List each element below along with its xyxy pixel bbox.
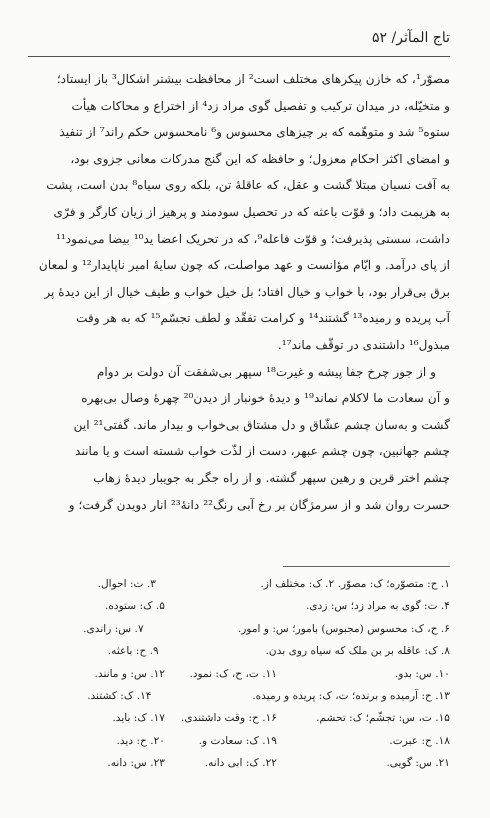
footnote: ۵. ک: ستوده. [104, 600, 165, 613]
footnote: ۳. ت: احوال. [97, 578, 156, 590]
text-line: گشت و به‌سان چشم عشّاق و دل مشتاق بی‌خواب و بیدار ماند. گفتی²¹ این [73, 417, 450, 432]
footnote: ۲۱. س: گویی. [386, 757, 450, 770]
footnotes [30, 573, 450, 775]
footnote [156, 573, 260, 595]
footnote: ۱۰. س: بدو. [395, 667, 450, 680]
footnote [151, 685, 252, 707]
footnote-row [30, 707, 450, 729]
text-line: چشم اختر قرین و رهین سپهر گشته. و از راه جگر به جویبار دیدهٔ زهاب [93, 470, 450, 485]
footnote: ۱۶. ح: وقت داشتندی. [180, 712, 277, 725]
text-line: به هزیمت داد؛ و قوّت باعثه که در تحصیل سودمند و پرهیز از زیان کارگر و فرّی [53, 204, 450, 219]
header-rule [28, 56, 450, 57]
footnote: ۱۹. ک: سعادت و. [198, 734, 277, 747]
footnote [159, 640, 266, 662]
footnote-row [30, 752, 450, 774]
footnote: ۱. ح: متصوّره؛ ک: مصوّر. ۲. ک: مختلف از. [260, 578, 450, 590]
footnote: ۲۳. س: دانه. [107, 757, 165, 770]
footnote-row [30, 685, 450, 707]
main-text [38, 66, 450, 518]
text-line: ستوه⁵ شد و متوهّمه که بر چیزهای محسوس و⁶ نامحسوس حکم راند⁷ از تنفیذ [59, 125, 450, 140]
footnote: ۲۲. ک: ابی دانه. [204, 757, 277, 770]
text-line: و از جور چرخ جفا پیشه و غیرت¹⁸ سپهر بی‌شفقت آن دولت بر دوام [96, 364, 436, 379]
footnote [144, 618, 238, 640]
text-line: برق بی‌قرار بود، با خواب و خیال افتاد؛ بل خیل خواب و طیف خیال از این دیدهٔ پر [44, 284, 450, 299]
text-line: حسرت روان شد و از سرمژگان بر رخ آبی رنگ²² دانهٔ²³ انار دو‌یدن گرفت؛ و [68, 497, 450, 512]
header-title: تاج المآثر/ ۵۲ [372, 30, 450, 46]
text-line: از پای درآمد. و ایّام مؤانست و عهد مواصلت، که چون سایهٔ امیر ناپایدار¹² و لمعان [38, 258, 450, 273]
footnote: ۶. ح، ک: محسوس (مجبوس) بامور؛ س: و امور. [237, 622, 450, 635]
text-line: به آفت نسیان مبتلا گشت و عقل، که عاقلهٔ تن، بلکه روی سیاه⁸ بدن است، پشت [46, 178, 450, 193]
footnote: ۱۳. ح: آرمیده و برنده؛ ت، ک: پریده و رمیده. [252, 689, 450, 702]
footnote: ۴. ت: گوی به مراد زد؛ س: زدی. [306, 600, 450, 613]
footnote-row [30, 573, 450, 595]
footnote: ۱۴. ک: کشتند. [87, 689, 152, 702]
footnote: ۱۲. س: و مانند. [94, 667, 165, 680]
text-line: مبذول¹⁶ داشتندی در توقّف ماند¹⁷. [277, 337, 450, 352]
footnote: ۲۰. ح: دید. [116, 734, 165, 747]
text-line: و امضای اکثر احکام معزول؛ و حافظه که این گنج مدرکات معانی جزوی بود، [70, 151, 450, 166]
footnote-row [30, 663, 450, 685]
footnote-row [30, 730, 450, 752]
text-line: آب پریده و رمیده¹³ گشتند¹⁴ و کرامت تفقّد و لطف تجسّم¹⁵ که به هر وقت [76, 311, 450, 326]
footnote: ۱۸. ح: عبرت. [389, 734, 450, 747]
footnote: ۱۱. ت، ح، ک: نمود. [189, 667, 277, 680]
footnote-row [30, 640, 450, 662]
text-line: و آن سعادت ما لاکلام نماند¹⁹ و دیدهٔ خونبار از دیدن²⁰ چهرهٔ وصال بی‌بهره [81, 391, 450, 406]
footnote-row [30, 618, 450, 640]
footnote [165, 595, 277, 617]
footnote: ۷. س: راندی. [83, 622, 144, 635]
running-header [24, 30, 450, 54]
footnote: ۱۷. ک: باید. [112, 712, 165, 725]
footnote: ۸. ک: عاقله بر بن ملک که سیاه روی بدن. [265, 645, 450, 658]
footnote: ۱۵. ت، س: تجشّم؛ ک: تحشم. [316, 712, 450, 725]
footnote-separator [283, 566, 450, 567]
footnote: ۹. ح: باعثه. [107, 645, 159, 658]
text-line: چشم جهانبین، چون چشم عبهر، دست از لذّت خواب شسته است و یا مانند [75, 444, 450, 459]
text-line: و متخیّله، در میدان ترکیب و تفصیل گوی مراد زد⁴ از اختراع و محاکات هیأت [71, 98, 450, 113]
footnote-row [30, 595, 450, 617]
text-line: داشت، سستی پذیرفت؛ و قوّت فاعله⁹، که در تحریک اعضا ید¹⁰ بیضا می‌نمود¹¹ [55, 231, 450, 246]
text-line: مصوّر¹، که خازن پیکرهای مختلف است² از محافظت بیشتر اشکال³ باز ایستاد؛ [56, 72, 450, 86]
